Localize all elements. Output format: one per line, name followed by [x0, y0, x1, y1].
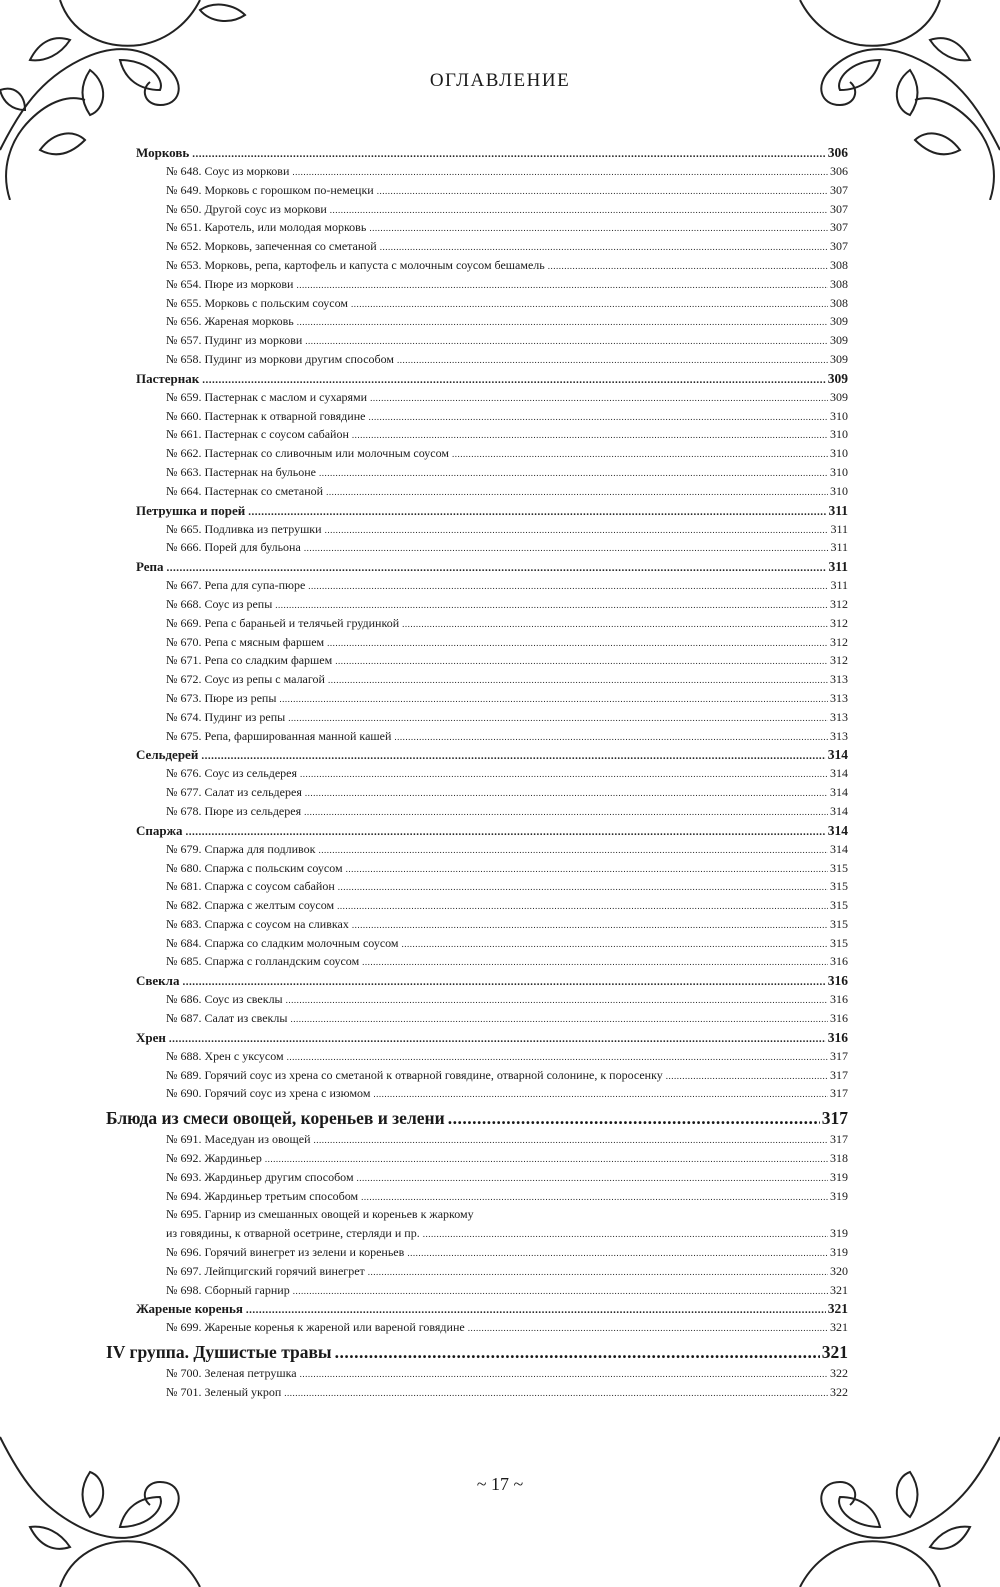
dot-leader [290, 1009, 828, 1028]
toc-entry-recipe[interactable] [106, 783, 848, 802]
toc-entry-title: № 691. Маседуан из овощей [166, 1132, 311, 1147]
dot-leader [423, 1224, 828, 1243]
toc-entry-recipe[interactable] [106, 237, 848, 256]
toc-entry-title: № 670. Репа с мясным фаршем [166, 634, 325, 649]
dot-leader [304, 538, 829, 557]
toc-entry-title: Сельдерей [136, 747, 199, 763]
dot-leader [300, 764, 828, 783]
toc-entry-chapter[interactable] [106, 1337, 848, 1364]
toc-entry-title: № 650. Другой соус из моркови [166, 201, 327, 216]
toc-entry-page: 311 [830, 540, 848, 555]
toc-entry-recipe[interactable] [106, 256, 848, 275]
dot-leader [288, 708, 828, 727]
dot-leader [407, 1243, 828, 1262]
toc-entry-recipe[interactable] [106, 1224, 848, 1243]
toc-entry-page: 311 [830, 578, 848, 593]
toc-entry-title: Блюда из смеси овощей, кореньев и зелени [106, 1108, 445, 1129]
toc-entry-title: из говядины, к отварной осетрине, стерляди и пр. [166, 1226, 420, 1241]
toc-entry-title: № 686. Соус из свеклы [166, 992, 283, 1007]
dot-leader [246, 1299, 826, 1318]
dot-leader [192, 143, 826, 162]
toc-entry-section[interactable] [106, 501, 848, 520]
toc-entry-title: Жареные коренья [136, 1301, 243, 1317]
toc-entry-page: 321 [827, 1301, 848, 1317]
dot-leader [186, 821, 826, 840]
toc-entry-section[interactable] [106, 557, 848, 576]
toc-entry-recipe[interactable] [106, 934, 848, 953]
toc-entry-page: 309 [827, 370, 848, 386]
toc-entry-title: № 667. Репа для супа-пюре [166, 578, 306, 593]
toc-entry-title: № 663. Пастернак на бульоне [166, 464, 316, 479]
toc-entry-recipe[interactable] [106, 708, 848, 727]
toc-entry-recipe[interactable] [106, 350, 848, 369]
toc-entry-recipe[interactable] [106, 576, 848, 595]
dot-leader [304, 802, 828, 821]
toc-entry-recipe[interactable] [106, 1187, 848, 1206]
toc-entry-title: № 680. Спаржа с польским соусом [166, 860, 343, 875]
toc-entry-page: 315 [830, 898, 848, 913]
toc-entry-page: 310 [830, 483, 848, 498]
toc-entry-recipe[interactable] [106, 312, 848, 331]
toc-entry-title: № 665. Подливка из петрушки [166, 521, 322, 536]
toc-entry-title: № 683. Спаржа с соусом на сливках [166, 916, 349, 931]
toc-entry-recipe[interactable] [106, 425, 848, 444]
toc-entry-title: № 660. Пастернак к отварной говядине [166, 408, 366, 423]
toc-entry-recipe[interactable] [106, 764, 848, 783]
toc-entry-recipe[interactable] [106, 1262, 848, 1281]
dot-leader [167, 557, 827, 576]
toc-entry-page: 316 [830, 954, 848, 969]
toc-entry-recipe[interactable] [106, 633, 848, 652]
toc-entry-page: 319 [830, 1188, 848, 1203]
toc-entry-title: IV группа. Душистые травы [106, 1342, 332, 1363]
toc-entry-page: 313 [830, 672, 848, 687]
toc-entry-recipe[interactable] [106, 181, 848, 200]
toc-entry-title: Хрен [136, 1029, 166, 1045]
dot-leader [326, 482, 828, 501]
dot-leader [394, 727, 828, 746]
toc-entry-recipe[interactable] [106, 463, 848, 482]
dot-leader [368, 407, 828, 426]
toc-entry-chapter[interactable] [106, 1103, 848, 1130]
toc-entry-page: 322 [830, 1385, 848, 1400]
dot-leader [327, 633, 828, 652]
toc-entry-section[interactable] [106, 745, 848, 764]
dot-leader [279, 689, 828, 708]
toc-entry-title: № 685. Спаржа с голландским соусом [166, 954, 360, 969]
toc-entry-title: № 689. Горячий соус из хрена со сметаной к отварной говядине, отварной солонине, к поросенку [166, 1067, 663, 1082]
dot-leader [402, 614, 828, 633]
toc-entry-page: 309 [830, 351, 848, 366]
toc-entry-recipe[interactable] [106, 915, 848, 934]
toc-entry-recipe[interactable] [106, 1205, 848, 1224]
toc-entry-recipe[interactable] [106, 1168, 848, 1187]
dot-leader [352, 425, 828, 444]
toc-entry-title: Морковь [136, 145, 190, 160]
toc-entry-page: 310 [830, 408, 848, 423]
toc-entry-page: 319 [830, 1226, 848, 1241]
toc-entry-title: № 671. Репа со сладким фаршем [166, 653, 333, 668]
dot-leader [328, 670, 828, 689]
toc-entry-recipe[interactable] [106, 1364, 848, 1383]
toc-entry-recipe[interactable] [106, 727, 848, 746]
toc-entry-title: № 674. Пудинг из репы [166, 709, 286, 724]
dot-leader [330, 200, 828, 219]
toc-entry-page: 311 [828, 502, 848, 518]
toc-entry-page: 317 [821, 1108, 848, 1129]
dot-leader [369, 218, 828, 237]
toc-entry-page: 316 [830, 1011, 848, 1026]
toc-entry-page: 306 [830, 164, 848, 178]
toc-entry-title: № 651. Каротель, или молодая морковь [166, 220, 367, 235]
toc-entry-title: № 677. Салат из сельдерея [166, 785, 302, 800]
toc-entry-recipe[interactable] [106, 670, 848, 689]
toc-entry-page: 310 [830, 446, 848, 461]
toc-entry-recipe[interactable] [106, 614, 848, 633]
toc-entry-recipe[interactable] [106, 802, 848, 821]
toc-entry-page: 321 [830, 1282, 848, 1297]
dot-leader [296, 275, 828, 294]
toc-entry-page: 306 [827, 145, 848, 160]
toc-entry-title: № 700. Зеленая петрушка [166, 1366, 297, 1381]
dot-leader [362, 952, 828, 971]
toc-entry-title: № 684. Спаржа со сладким молочным соусом [166, 935, 399, 950]
toc-entry-title: № 688. Хрен с уксусом [166, 1048, 284, 1063]
toc-entry-recipe[interactable] [106, 1149, 848, 1168]
toc-entry-recipe[interactable] [106, 200, 848, 219]
toc-entry-page: 317 [830, 1132, 848, 1147]
toc-entry-title: № 653. Морковь, репа, картофель и капуста с молочным соусом бешамель [166, 257, 545, 272]
dot-leader [297, 312, 828, 331]
toc-entry-title: № 658. Пудинг из моркови другим способом [166, 351, 395, 366]
dot-leader [265, 1149, 828, 1168]
toc-entry-page: 316 [827, 1029, 848, 1045]
toc-entry-title: № 699. Жареные коренья к жареной или вареной говядине [166, 1320, 465, 1335]
toc-entry-recipe[interactable] [106, 595, 848, 614]
toc-entry-recipe[interactable] [106, 990, 848, 1009]
dot-leader [380, 237, 828, 256]
toc-entry-recipe[interactable] [106, 896, 848, 915]
dot-leader [300, 1364, 828, 1383]
toc-entry-title: № 678. Пюре из сельдерея [166, 803, 302, 818]
toc-entry-page: 312 [830, 653, 848, 668]
page-title: ОГЛАВЛЕНИЕ [429, 70, 571, 91]
page-number: ~ 17 ~ [476, 1474, 524, 1494]
dot-leader [335, 651, 828, 670]
toc-entry-recipe[interactable] [106, 1130, 848, 1149]
toc-entry-recipe[interactable] [106, 388, 848, 407]
toc-entry-title: № 669. Репа с бараньей и телячьей грудинкой [166, 615, 400, 630]
toc-entry-title: № 697. Лейпцигский горячий винегрет [166, 1263, 365, 1278]
dot-leader [468, 1318, 828, 1337]
toc-entry-title: № 696. Горячий винегрет из зелени и кореньев [166, 1245, 405, 1260]
toc-entry-section[interactable] [106, 1299, 848, 1318]
dot-leader [286, 990, 828, 1009]
toc-entry-page: 314 [830, 785, 848, 800]
dot-leader [202, 369, 826, 388]
toc-entry-recipe[interactable] [106, 1383, 848, 1402]
toc-entry-page: 310 [830, 464, 848, 479]
toc-entry-page: 319 [830, 1245, 848, 1260]
toc-entry-page: 316 [830, 992, 848, 1007]
toc-entry-title: № 692. Жардиньер [166, 1151, 262, 1166]
toc-entry-title: № 675. Репа, фаршированная манной кашей [166, 728, 392, 743]
toc-entry-title: № 687. Салат из свеклы [166, 1011, 288, 1026]
toc-entry-title: № 666. Порей для бульона [166, 540, 301, 555]
dot-leader [351, 294, 828, 313]
toc-entry-title: № 682. Спаржа с желтым соусом [166, 898, 335, 913]
toc-entry-page: 314 [827, 747, 848, 763]
dot-leader [346, 859, 828, 878]
dot-leader [182, 971, 825, 990]
toc-entry-page: 311 [828, 559, 848, 575]
toc-entry-title: № 657. Пудинг из моркови [166, 333, 303, 348]
toc-entry-recipe[interactable] [106, 1084, 848, 1103]
dot-leader [293, 1281, 828, 1300]
toc-entry-page: 315 [830, 860, 848, 875]
toc-entry-section[interactable] [106, 821, 848, 840]
toc-entry-page: 310 [830, 427, 848, 442]
dot-leader [338, 877, 828, 896]
toc-entry-recipe[interactable] [106, 407, 848, 426]
toc-entry-title: № 656. Жареная морковь [166, 314, 294, 329]
toc-entry-recipe[interactable] [106, 859, 848, 878]
toc-entry-section[interactable] [106, 369, 848, 388]
toc-entry-page: 315 [830, 916, 848, 931]
toc-entry-recipe[interactable] [106, 651, 848, 670]
toc-entry-title: № 661. Пастернак с соусом сабайон [166, 427, 349, 442]
toc-entry-page: 313 [830, 690, 848, 705]
toc-entry-recipe[interactable] [106, 840, 848, 859]
toc-entry-page: 314 [830, 803, 848, 818]
toc-entry-page: 307 [830, 182, 848, 197]
dot-leader [305, 331, 828, 350]
dot-leader [169, 1028, 826, 1047]
toc-entry-title: № 664. Пастернак со сметаной [166, 483, 324, 498]
toc-entry-title: № 654. Пюре из моркови [166, 276, 294, 291]
toc-entry-title: № 693. Жардиньер другим способом [166, 1169, 354, 1184]
toc-entry-recipe[interactable] [106, 1281, 848, 1300]
table-of-contents [106, 143, 848, 1402]
dot-leader [357, 1168, 828, 1187]
dot-leader [448, 1103, 820, 1130]
toc-entry-page: 308 [830, 276, 848, 291]
toc-entry-recipe[interactable] [106, 1066, 848, 1085]
dot-leader [373, 1084, 828, 1103]
toc-entry-page: 317 [830, 1067, 848, 1082]
toc-entry-title: № 673. Пюре из репы [166, 690, 277, 705]
toc-entry-title: Свекла [136, 973, 180, 989]
toc-entry-page: 309 [830, 314, 848, 329]
toc-entry-page: 308 [830, 257, 848, 272]
toc-entry-page: 319 [830, 1169, 848, 1184]
toc-entry-recipe[interactable] [106, 689, 848, 708]
toc-entry-page: 316 [827, 973, 848, 989]
toc-entry-page: 311 [830, 521, 848, 536]
toc-entry-page: 321 [830, 1320, 848, 1335]
toc-entry-page: 312 [830, 596, 848, 611]
toc-entry-page: 315 [830, 935, 848, 950]
toc-entry-title: № 690. Горячий соус из хрена с изюмом [166, 1086, 371, 1101]
dot-leader [275, 595, 828, 614]
dot-leader [248, 501, 826, 520]
toc-entry-page: 318 [830, 1151, 848, 1166]
toc-entry-recipe[interactable] [106, 162, 848, 181]
toc-entry-title: № 648. Соус из моркови [166, 164, 290, 178]
toc-entry-recipe[interactable] [106, 1318, 848, 1337]
toc-entry-recipe[interactable] [106, 952, 848, 971]
toc-entry-recipe[interactable] [106, 1243, 848, 1262]
toc-entry-page: 314 [827, 822, 848, 838]
toc-entry-recipe[interactable] [106, 538, 848, 557]
dot-leader [370, 388, 828, 407]
toc-entry-title: № 679. Спаржа для подливок [166, 841, 316, 856]
toc-entry-title: № 668. Соус из репы [166, 596, 273, 611]
dot-leader [548, 256, 828, 275]
toc-entry-title: № 681. Спаржа с соусом сабайон [166, 879, 335, 894]
dot-leader [292, 162, 828, 181]
toc-entry-section[interactable] [106, 143, 848, 162]
dot-leader [318, 840, 828, 859]
toc-entry-page: 313 [830, 709, 848, 724]
toc-entry-page: 312 [830, 615, 848, 630]
toc-entry-page: 308 [830, 295, 848, 310]
toc-entry-recipe[interactable] [106, 294, 848, 313]
toc-entry-title: Пастернак [136, 370, 200, 386]
toc-entry-recipe[interactable] [106, 275, 848, 294]
dot-leader [284, 1383, 828, 1402]
toc-entry-page: 317 [830, 1086, 848, 1101]
toc-entry-title: № 652. Морковь, запеченная со сметаной [166, 239, 377, 254]
toc-entry-title: № 655. Морковь с польским соусом [166, 295, 348, 310]
toc-entry-title: № 701. Зеленый укроп [166, 1385, 282, 1400]
dot-leader [314, 1130, 828, 1149]
dot-leader [352, 915, 828, 934]
toc-entry-page: 307 [830, 239, 848, 254]
toc-entry-recipe[interactable] [106, 877, 848, 896]
toc-entry-section[interactable] [106, 971, 848, 990]
toc-entry-title: № 695. Гарнир из смешанных овощей и кореньев к жаркому [166, 1207, 474, 1222]
dot-leader [397, 350, 828, 369]
dot-leader [368, 1262, 828, 1281]
toc-entry-page: 307 [830, 201, 848, 216]
dot-leader [361, 1187, 828, 1206]
dot-leader [337, 896, 828, 915]
dot-leader [377, 181, 828, 200]
toc-entry-section[interactable] [106, 1028, 848, 1047]
toc-entry-page: 309 [830, 389, 848, 404]
toc-entry-recipe[interactable] [106, 1009, 848, 1028]
toc-entry-recipe[interactable] [106, 1047, 848, 1066]
toc-entry-recipe[interactable] [106, 520, 848, 539]
dot-leader [201, 745, 825, 764]
dot-leader [308, 576, 828, 595]
dot-leader [335, 1337, 820, 1364]
toc-entry-page: 314 [830, 766, 848, 781]
dot-leader [319, 463, 828, 482]
toc-entry-title: № 676. Соус из сельдерея [166, 766, 298, 781]
toc-entry-recipe[interactable] [106, 482, 848, 501]
toc-entry-page: 314 [830, 841, 848, 856]
toc-entry-page: 317 [830, 1048, 848, 1063]
toc-entry-page: 322 [830, 1366, 848, 1381]
toc-entry-page: 315 [830, 879, 848, 894]
toc-entry-title: № 672. Соус из репы с малагой [166, 672, 325, 687]
dot-leader [287, 1047, 828, 1066]
toc-entry-page: 321 [821, 1342, 848, 1363]
toc-entry-title: № 662. Пастернак со сливочным или молочным соусом [166, 446, 449, 461]
toc-entry-page: 312 [830, 634, 848, 649]
toc-entry-page: 307 [830, 220, 848, 235]
dot-leader [402, 934, 828, 953]
toc-entry-page: 313 [830, 728, 848, 743]
dot-leader [666, 1066, 828, 1085]
toc-entry-title: № 649. Морковь с горошком по-немецки [166, 182, 374, 197]
dot-leader [325, 520, 829, 539]
toc-entry-title: Репа [136, 559, 164, 575]
toc-entry-recipe[interactable] [106, 218, 848, 237]
toc-entry-recipe[interactable] [106, 331, 848, 350]
toc-entry-title: № 698. Сборный гарнир [166, 1282, 290, 1297]
toc-entry-page: 309 [830, 333, 848, 348]
toc-entry-page: 320 [830, 1263, 848, 1278]
toc-entry-title: Спаржа [136, 822, 183, 838]
toc-entry-title: Петрушка и порей [136, 502, 246, 518]
toc-entry-title: № 659. Пастернак с маслом и сухарями [166, 389, 368, 404]
toc-entry-recipe[interactable] [106, 444, 848, 463]
dot-leader [452, 444, 828, 463]
dot-leader [305, 783, 828, 802]
toc-entry-title: № 694. Жардиньер третьим способом [166, 1188, 359, 1203]
